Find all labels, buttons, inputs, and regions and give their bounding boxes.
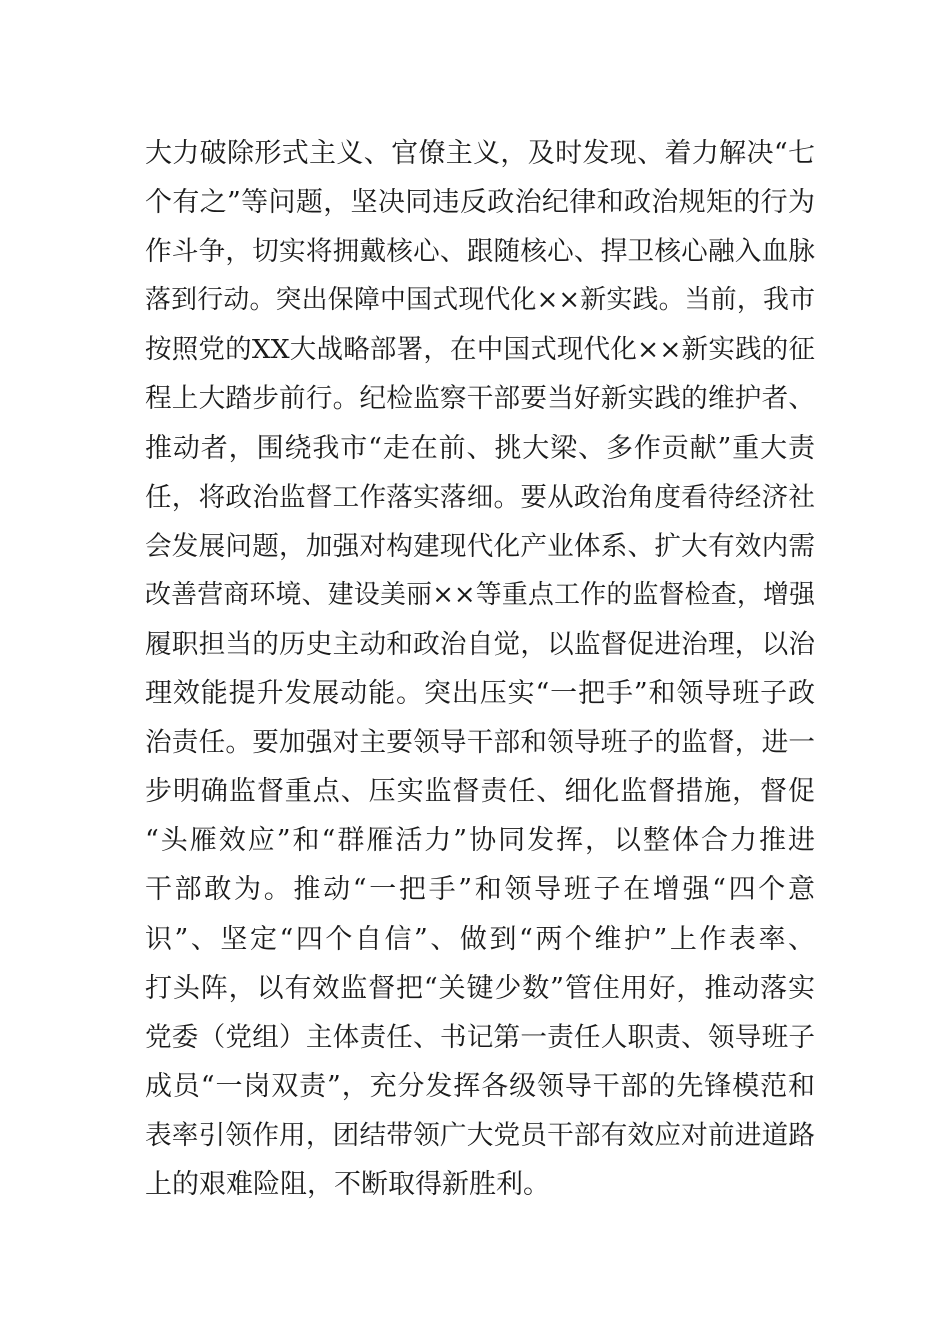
text-line-5: 按照党的XX大战略部署，在中国式现代化××新实践的征 — [145, 334, 815, 366]
text-line-12: 理效能提升发展动能。突出压实“一把手”和领导班子政 — [145, 678, 815, 710]
text-line-7: 推动者，围绕我市“走在前、挑大梁、多作贡献”重大责 — [145, 432, 815, 464]
text-line-17: 识”、坚定“四个自信”、做到“两个维护”上作表率、 — [145, 923, 815, 955]
text-line-14: 步明确监督重点、压实监督责任、细化监督措施，督促 — [145, 776, 815, 808]
text-line-13: 治责任。要加强对主要领导干部和领导班子的监督，进一 — [145, 727, 815, 759]
text-line-16: 干部敢为。推动“一把手”和领导班子在增强“四个意 — [145, 874, 815, 906]
text-line-6: 程上大踏步前行。纪检监察干部要当好新实践的维护者、 — [145, 383, 815, 415]
text-line-2: 个有之”等问题，坚决同违反政治纪律和政治规矩的行为 — [145, 187, 815, 219]
body-paragraph — [145, 129, 815, 1209]
text-line-4: 落到行动。突出保障中国式现代化××新实践。当前，我市 — [145, 285, 815, 316]
text-line-8: 任，将政治监督工作落实落细。要从政治角度看待经济社 — [145, 481, 815, 513]
text-line-20: 成员“一岗双责”，充分发挥各级领导干部的先锋模范和 — [145, 1070, 815, 1102]
text-line-9: 会发展问题，加强对构建现代化产业体系、扩大有效内需 — [145, 530, 815, 562]
text-line-18: 打头阵，以有效监督把“关键少数”管住用好，推动落实 — [145, 972, 815, 1004]
text-line-1: 大力破除形式主义、官僚主义，及时发现、着力解决“七 — [145, 138, 815, 169]
text-line-3: 作斗争，切实将拥戴核心、跟随核心、捍卫核心融入血脉 — [145, 236, 815, 268]
text-line-10: 改善营商环境、建设美丽××等重点工作的监督检查，增强 — [145, 579, 815, 610]
text-line-21: 表率引领作用，团结带领广大党员干部有效应对前进道路 — [145, 1119, 815, 1151]
text-line-15: “头雁效应”和“群雁活力”协同发挥，以整体合力推进 — [145, 825, 815, 857]
text-line-11: 履职担当的历史主动和政治自觉，以监督促进治理，以治 — [145, 628, 815, 660]
text-line-22: 上的艰难险阻，不断取得新胜利。 — [145, 1168, 550, 1200]
text-line-19: 党委（党组）主体责任、书记第一责任人职责、领导班子 — [145, 1021, 815, 1053]
